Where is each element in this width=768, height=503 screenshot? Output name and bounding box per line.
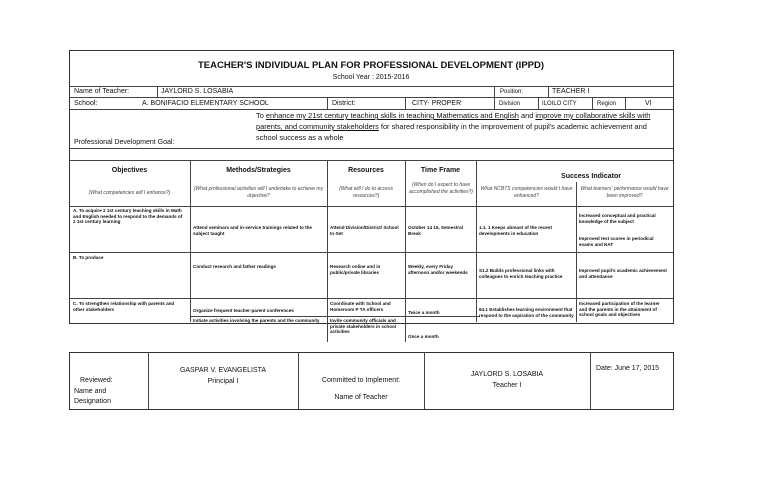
table-row-a-timeframe: October 14 15, Semestral Break: [408, 225, 463, 236]
table-row-c-methods-1: Organize frequent teacher-parent conferences: [193, 308, 294, 313]
position-value: TEACHER I: [552, 88, 590, 95]
teacher-title: Teacher I: [492, 382, 522, 389]
table-row-a-nbcts: 1.1. 1 Keeps abreast of the recent developments in education: [479, 225, 553, 236]
table-row-b-methods: Conduct research and father readings: [193, 264, 276, 269]
name-value: JAYLORD S. LOSABIA: [161, 88, 234, 95]
header-success-indicator: Success Indicator: [561, 173, 621, 180]
header-objectives: Objectives: [111, 167, 148, 174]
table-row-a-resources: Attend Division/District/ School In-Set: [330, 225, 399, 236]
table-row-c-performance: Increased participation of the learner and the parents in the attainment of school goals and objectives: [579, 301, 660, 318]
header-timeframe: Time Frame: [420, 167, 461, 174]
table-row-c-nbcts: 84.1 Establishes learning environment that respond to the aspiration of the community: [479, 307, 574, 318]
objectives-subheader: (What competencies will I enhance?): [88, 190, 171, 196]
district-label: District:: [332, 100, 356, 107]
methods-subheader: (What professional activities will I undertake to achieve my objective?: [193, 186, 324, 199]
committed-label: Committed to Implement:: [321, 377, 401, 384]
table-row-c-timeframe-1: Twice a month: [408, 310, 440, 315]
teacher-name: JAYLORD S. LOSABIA: [470, 371, 544, 378]
school-value: A. BONIFACIO ELEMENTARY SCHOOL: [142, 100, 269, 107]
header-methods: Methods/Strategies: [226, 167, 291, 174]
table-row-a-methods: Attend seminars and in-service trainings related to the subject taught: [193, 225, 312, 236]
school-label: School:: [74, 100, 98, 107]
position-label: Position:: [500, 89, 524, 95]
table-row-c-resources-1: Coordinate with School and Homeroom P TA officers: [330, 301, 391, 312]
table-row-c-objective: C. To strengthen relationship with parents and other stakeholders: [73, 301, 175, 312]
reviewer-title: Principal I: [207, 378, 239, 385]
name-label: Name of Teacher:: [74, 88, 130, 95]
page-title: TEACHER'S INDIVIDUAL PLAN FOR PROFESSIONAL DEVELOPMENT (IPPD): [197, 60, 545, 71]
table-row-b-objective: B. To produce: [73, 255, 104, 260]
table-row-b-resources: Research online and in public/private libraries: [330, 264, 381, 275]
table-row-b-performance: Improved pupil's academic achievement and attendance: [579, 268, 667, 279]
school-year: School Year : 2015-2016: [332, 74, 410, 81]
nbcts-subheader: What NCBTS competencies would I have enhanced?: [480, 186, 573, 199]
resources-subheader: (What will I do to access resources?): [339, 186, 393, 199]
division-value: ILOILO CITY: [542, 101, 577, 107]
region-value: VI: [645, 100, 652, 107]
district-value: CITY- PROPER: [412, 100, 462, 107]
table-row-b-timeframe: Weekly, every Friday afternoon and/or weekends: [408, 264, 468, 275]
reviewer-name: GASPAR V. EVANGELISTA: [179, 367, 267, 374]
timeframe-subheader: (When do I expect to have accomplished the activities?): [409, 182, 473, 195]
table-row-a-performance-2: Improved test scores in periodical exams and NAT: [579, 236, 654, 247]
table-row-b-nbcts: S1.2 Builds professional links with colleagues to enrich teaching practice: [479, 268, 563, 279]
table-row-a-performance-1: Increased conceptual and practical knowledge of the subject: [579, 213, 656, 224]
performance-subheader: What learners' performance would have been improved?: [580, 186, 669, 199]
name-designation-label: Name and Designation: [74, 388, 111, 405]
table-row-c-resources-2: Invite community officials and private stakeholders in school activities: [330, 318, 397, 335]
header-resources: Resources: [348, 167, 384, 174]
goal-text: To enhance my 21st century teaching skills in teaching Mathematics and English and improve my collaborative skills with parents, and community stakeholders for shared responsibility in the improvement of pupil's academic achievement and school success as a whole: [256, 111, 651, 142]
table-row-a-objective: A. To acquire 2 1st century teaching skills in Math and English needed to respond to the demands of 2 1st century learning: [73, 208, 183, 225]
table-row-c-timeframe-2: Once a month: [408, 334, 439, 339]
division-label: Division: [499, 101, 521, 107]
reviewed-label: Reviewed:: [80, 377, 113, 384]
table-row-c-methods-2: Initiate activities involving the parents and the community: [193, 318, 320, 323]
goal-label: Professional Development Goal:: [74, 139, 175, 146]
signing-date: Date: June 17, 2015: [596, 365, 660, 372]
region-label: Region: [597, 101, 617, 107]
name-of-teacher-label: Name of Teacher: [334, 394, 388, 401]
